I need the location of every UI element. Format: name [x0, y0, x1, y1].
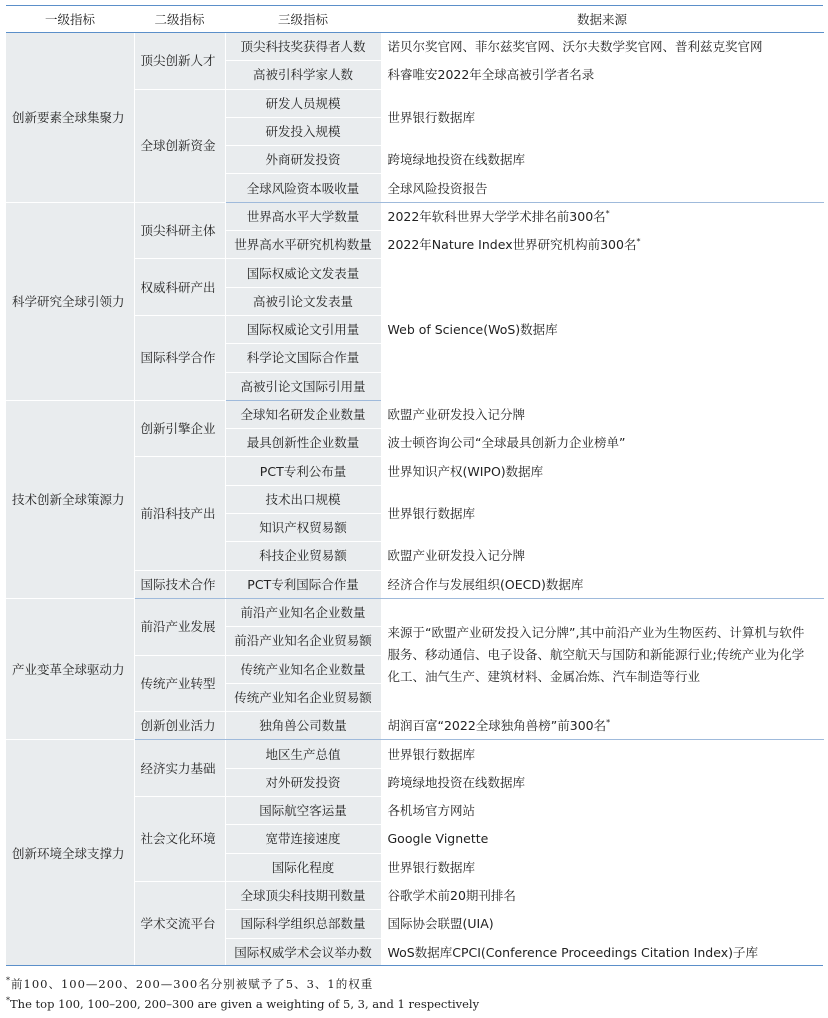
level3-cell: 高被引论文国际引用量: [225, 372, 381, 400]
footnote-mark: *: [6, 976, 11, 985]
level2-cell: 传统产业转型: [134, 655, 225, 712]
source-text: 胡润百富“2022全球独角兽榜”前300名: [387, 718, 607, 734]
level3-cell: 国际航空客运量: [225, 797, 381, 825]
source-cell: 世界银行数据库: [381, 89, 823, 146]
source-cell: WoS数据库CPCI(Conference Proceedings Citation Index)子库: [381, 938, 823, 966]
level1-cell: 创新要素全球集聚力: [6, 33, 134, 203]
source-cell: 国际协会联盟(UIA): [381, 910, 823, 938]
table-row: [6, 740, 823, 768]
footnote-mark: *: [606, 718, 611, 728]
level3-cell: 技术出口规模: [225, 485, 381, 513]
level3-cell: 全球知名研发企业数量: [225, 400, 381, 428]
source-text: 2022年Nature Index世界研究机构前300名: [387, 237, 637, 253]
level2-cell: 前沿科技产出: [134, 457, 225, 570]
source-cell: 跨境绿地投资在线数据库: [381, 146, 823, 174]
footnote-en: [6, 991, 823, 1011]
level2-cell: 前沿产业发展: [134, 598, 225, 655]
source-cell: 全球风险投资报告: [381, 174, 823, 202]
source-cell: 各机场官方网站: [381, 797, 823, 825]
level3-cell: 国际化程度: [225, 853, 381, 881]
level1-cell: 创新环境全球支撑力: [6, 740, 134, 966]
source-cell: Web of Science(WoS)数据库: [381, 259, 823, 400]
level3-cell: 高被引论文发表量: [225, 287, 381, 315]
level3-cell: 对外研发投资: [225, 768, 381, 796]
level3-cell: 国际权威学术会议举办数: [225, 938, 381, 966]
level3-cell: 独角兽公司数量: [225, 712, 381, 740]
source-cell: 世界银行数据库: [381, 853, 823, 881]
table-row: [6, 202, 823, 230]
footnotes: [6, 971, 823, 1011]
footnote-mark: *: [6, 996, 10, 1005]
source-cell: 经济合作与发展组织(OECD)数据库: [381, 570, 823, 598]
level2-cell: 创新引擎企业: [134, 400, 225, 457]
level3-cell: 知识产权贸易额: [225, 514, 381, 542]
level3-cell: 世界高水平研究机构数量: [225, 231, 381, 259]
header-level1: 一级指标: [6, 6, 134, 33]
footnote-cn: [6, 971, 823, 991]
footnote-cn-text: 前100、100—200、200—300名分别被赋予了5、3、1的权重: [11, 976, 374, 991]
level3-cell: 国际权威论文发表量: [225, 259, 381, 287]
source-text: 2022年软科世界大学学术排名前300名: [387, 209, 606, 224]
source-cell: [381, 202, 823, 230]
header-source: 数据来源: [381, 6, 823, 33]
source-cell: [381, 712, 823, 740]
level3-cell: 地区生产总值: [225, 740, 381, 768]
level3-cell: 宽带连接速度: [225, 825, 381, 853]
footnote-mark: *: [636, 237, 641, 247]
table-bottom-rule: [6, 965, 823, 966]
level3-cell: 国际科学组织总部数量: [225, 910, 381, 938]
source-cell: 跨境绿地投资在线数据库: [381, 768, 823, 796]
level3-cell: 最具创新性企业数量: [225, 429, 381, 457]
source-cell: 波士顿咨询公司“全球最具创新力企业榜单”: [381, 429, 823, 457]
level3-cell: 研发人员规模: [225, 89, 381, 117]
level3-cell: 高被引科学家人数: [225, 61, 381, 89]
source-cell: [381, 231, 823, 259]
level3-cell: 研发投入规模: [225, 117, 381, 145]
table-row: [6, 33, 823, 61]
level3-cell: PCT专利国际合作量: [225, 570, 381, 598]
level3-cell: 顶尖科技奖获得者人数: [225, 33, 381, 61]
level3-cell: 外商研发投资: [225, 146, 381, 174]
source-cell: 欧盟产业研发投入记分牌: [381, 400, 823, 428]
level2-cell: 社会文化环境: [134, 797, 225, 882]
source-cell: 世界知识产权(WIPO)数据库: [381, 457, 823, 485]
header-level2: 二级指标: [134, 6, 225, 33]
table-row: [6, 598, 823, 626]
table-row: [6, 400, 823, 428]
level1-cell: 技术创新全球策源力: [6, 400, 134, 598]
level3-cell: 传统产业知名企业数量: [225, 655, 381, 683]
level3-cell: 科技企业贸易额: [225, 542, 381, 570]
source-cell: 诺贝尔奖官网、菲尔兹奖官网、沃尔夫数学奖官网、普利兹克奖官网: [381, 33, 823, 61]
indicator-table: [6, 5, 824, 967]
footnote-mark: *: [605, 208, 610, 218]
level2-cell: 顶尖创新人才: [134, 33, 225, 90]
source-cell: 世界银行数据库: [381, 485, 823, 542]
source-cell: 世界银行数据库: [381, 740, 823, 768]
source-cell: 谷歌学术前20期刊排名: [381, 881, 823, 909]
level3-cell: 世界高水平大学数量: [225, 202, 381, 230]
source-cell: 欧盟产业研发投入记分牌: [381, 542, 823, 570]
level3-cell: 前沿产业知名企业数量: [225, 598, 381, 626]
level3-cell: 国际权威论文引用量: [225, 315, 381, 343]
level3-cell: 科学论文国际合作量: [225, 344, 381, 372]
level2-cell: 经济实力基础: [134, 740, 225, 797]
level3-cell: 前沿产业知名企业贸易额: [225, 627, 381, 655]
header-level3: 三级指标: [225, 6, 381, 33]
level2-cell: 国际科学合作: [134, 315, 225, 400]
level3-cell: 传统产业知名企业贸易额: [225, 683, 381, 711]
level2-cell: 国际技术合作: [134, 570, 225, 598]
level2-cell: 全球创新资金: [134, 89, 225, 202]
source-cell: 来源于“欧盟产业研发投入记分牌”,其中前沿产业为生物医药、计算机与软件服务、移动通信、电子设备、航空航天与国防和新能源行业;传统产业为化学化工、油气生产、建筑材料、金属冶炼、汽车制造等行业: [381, 598, 823, 711]
source-cell: Google Vignette: [381, 825, 823, 853]
level3-cell: 全球顶尖科技期刊数量: [225, 881, 381, 909]
source-cell: 科睿唯安2022年全球高被引学者名录: [381, 61, 823, 89]
level2-cell: 学术交流平台: [134, 881, 225, 966]
table-header-row: [6, 6, 823, 33]
level1-cell: 产业变革全球驱动力: [6, 598, 134, 739]
footnote-en-text: The top 100, 100–200, 200–300 are given a weighting of 5, 3, and 1 respectively: [10, 996, 480, 1011]
level3-cell: PCT专利公布量: [225, 457, 381, 485]
level2-cell: 顶尖科研主体: [134, 202, 225, 259]
level3-cell: 全球风险资本吸收量: [225, 174, 381, 202]
level2-cell: 创新创业活力: [134, 712, 225, 740]
level1-cell: 科学研究全球引领力: [6, 202, 134, 400]
level2-cell: 权威科研产出: [134, 259, 225, 316]
